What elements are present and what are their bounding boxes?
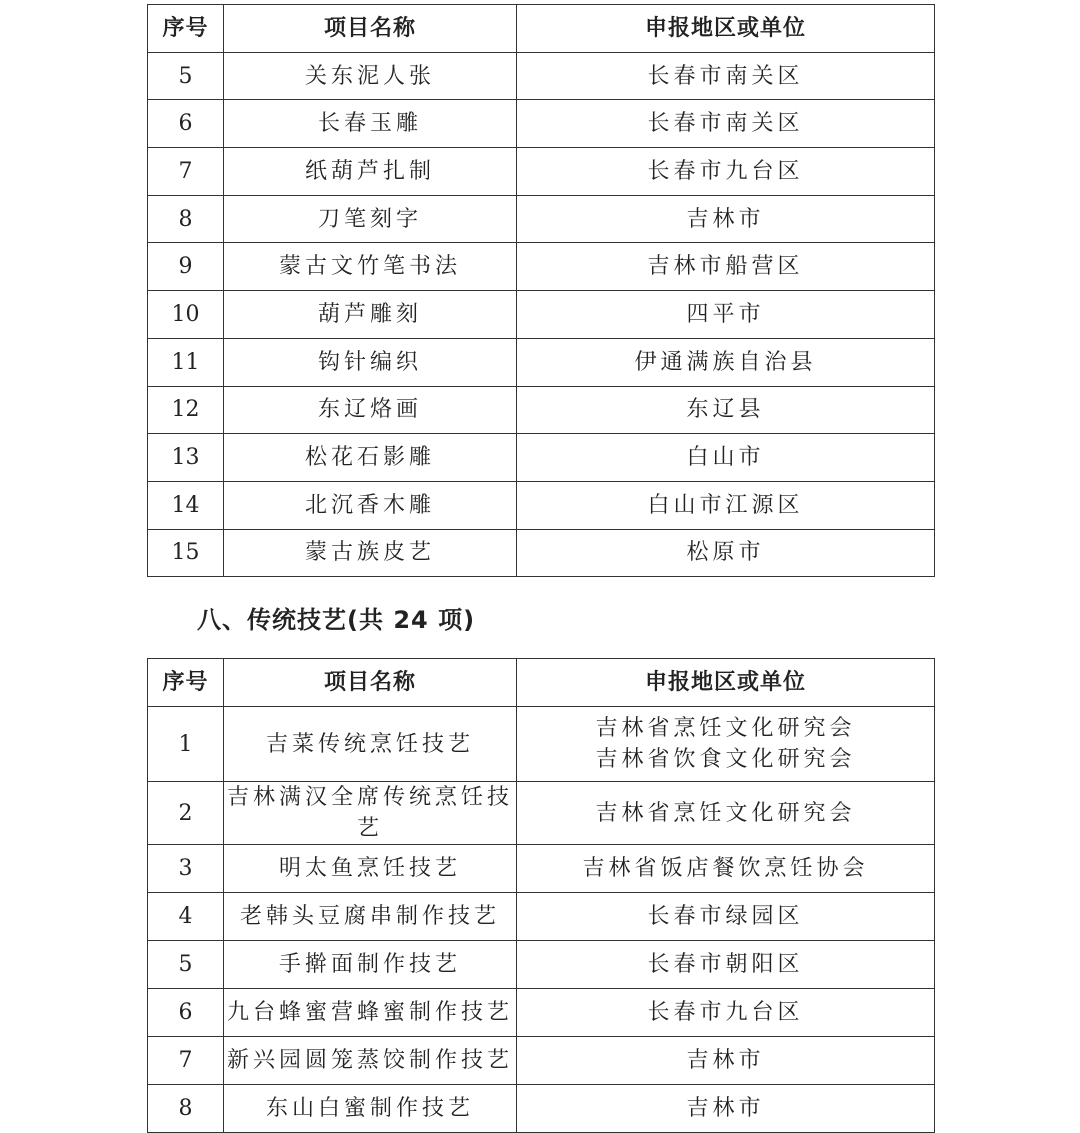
region-name: 四平市 [686, 301, 765, 327]
row-number: 8 [148, 195, 224, 243]
row-number: 14 [148, 481, 224, 529]
region-cell [517, 148, 935, 196]
table-row [148, 100, 935, 148]
region-cell [517, 941, 935, 989]
row-number: 6 [148, 100, 224, 148]
project-name: 松花石影雕 [224, 434, 517, 482]
header-region: 申报地区或单位 [517, 659, 935, 707]
region-name: 长春市九台区 [647, 158, 804, 184]
region-cell [517, 52, 935, 100]
region-cell [517, 707, 935, 782]
region-name: 长春市绿园区 [647, 904, 804, 929]
project-name: 明太鱼烹饪技艺 [224, 845, 517, 893]
region-name: 吉林市 [686, 206, 765, 232]
project-name: 老韩头豆腐串制作技艺 [224, 893, 517, 941]
region-cell [517, 845, 935, 893]
table-row [148, 243, 935, 291]
region-cell [517, 893, 935, 941]
project-name: 东山白蜜制作技艺 [224, 1085, 517, 1133]
project-name: 手擀面制作技艺 [224, 941, 517, 989]
project-name: 钩针编织 [224, 338, 517, 386]
table-row [148, 434, 935, 482]
region-cell [517, 195, 935, 243]
row-number: 4 [148, 893, 224, 941]
table-row [148, 1085, 935, 1133]
region-name: 伊通满族自治县 [634, 349, 817, 375]
project-name: 蒙古文竹笔书法 [224, 243, 517, 291]
project-name: 长春玉雕 [224, 100, 517, 148]
table-row [148, 338, 935, 386]
project-name: 北沉香木雕 [224, 481, 517, 529]
region-name: 吉林省饭店餐饮烹饪协会 [582, 856, 869, 881]
table-header-row [148, 5, 935, 53]
region-name: 白山市 [686, 445, 765, 471]
table-body [148, 707, 935, 1133]
row-number: 5 [148, 52, 224, 100]
row-number: 1 [148, 707, 224, 782]
region-cell [517, 100, 935, 148]
header-number: 序号 [148, 5, 224, 53]
region-cell [517, 481, 935, 529]
header-region: 申报地区或单位 [517, 5, 935, 53]
table-row [148, 291, 935, 339]
region-name: 吉林省烹饪文化研究会 [595, 800, 856, 826]
region-cell [517, 1037, 935, 1085]
region-cell [517, 434, 935, 482]
table-traditional-skills [147, 658, 935, 1133]
region-cell [517, 243, 935, 291]
table-row [148, 52, 935, 100]
project-name: 吉菜传统烹饪技艺 [224, 707, 517, 782]
region-cell [517, 529, 935, 577]
table-row [148, 386, 935, 434]
section-heading-traditional-skills: 八、传统技艺(共 24 项) [197, 606, 476, 634]
table-row [148, 148, 935, 196]
row-number: 3 [148, 845, 224, 893]
table-row [148, 481, 935, 529]
table-header-row [148, 659, 935, 707]
table-row [148, 1037, 935, 1085]
region-name: 吉林省烹饪文化研究会 [595, 716, 856, 741]
region-cell [517, 989, 935, 1037]
header-project-name: 项目名称 [224, 659, 517, 707]
table-row [148, 195, 935, 243]
region-cell [517, 338, 935, 386]
row-number: 15 [148, 529, 224, 577]
row-number: 7 [148, 1037, 224, 1085]
region-name: 吉林省饮食文化研究会 [595, 747, 856, 772]
region-name: 吉林市 [686, 1048, 765, 1073]
table-row [148, 782, 935, 845]
table-row [148, 845, 935, 893]
row-number: 2 [148, 782, 224, 845]
table-row [148, 893, 935, 941]
project-name: 纸葫芦扎制 [224, 148, 517, 196]
region-name: 长春市南关区 [647, 111, 804, 137]
header-number: 序号 [148, 659, 224, 707]
table-row [148, 989, 935, 1037]
region-cell [517, 386, 935, 434]
row-number: 10 [148, 291, 224, 339]
table-row [148, 529, 935, 577]
project-name: 蒙古族皮艺 [224, 529, 517, 577]
row-number: 7 [148, 148, 224, 196]
project-name: 新兴园圆笼蒸饺制作技艺 [224, 1037, 517, 1085]
region-name: 长春市南关区 [647, 63, 804, 89]
project-name: 关东泥人张 [224, 52, 517, 100]
row-number: 12 [148, 386, 224, 434]
row-number: 5 [148, 941, 224, 989]
table-row [148, 707, 935, 782]
region-cell [517, 291, 935, 339]
project-name: 吉林满汉全席传统烹饪技艺 [224, 782, 517, 845]
project-name: 东辽烙画 [224, 386, 517, 434]
region-name: 吉林市船营区 [647, 254, 804, 280]
row-number: 13 [148, 434, 224, 482]
region-name: 松原市 [686, 540, 765, 566]
table-row [148, 941, 935, 989]
header-project-name: 项目名称 [224, 5, 517, 53]
project-name: 葫芦雕刻 [224, 291, 517, 339]
project-name: 刀笔刻字 [224, 195, 517, 243]
row-number: 8 [148, 1085, 224, 1133]
region-name: 东辽县 [686, 397, 765, 423]
region-name: 长春市朝阳区 [647, 952, 804, 977]
region-name: 白山市江源区 [647, 492, 804, 518]
region-name: 吉林市 [686, 1096, 765, 1121]
row-number: 9 [148, 243, 224, 291]
region-cell [517, 782, 935, 845]
project-name: 九台蜂蜜营蜂蜜制作技艺 [224, 989, 517, 1037]
row-number: 11 [148, 338, 224, 386]
row-number: 6 [148, 989, 224, 1037]
table-body [148, 52, 935, 577]
region-cell [517, 1085, 935, 1133]
region-name: 长春市九台区 [647, 1000, 804, 1025]
table-crafts-continued [147, 4, 935, 577]
